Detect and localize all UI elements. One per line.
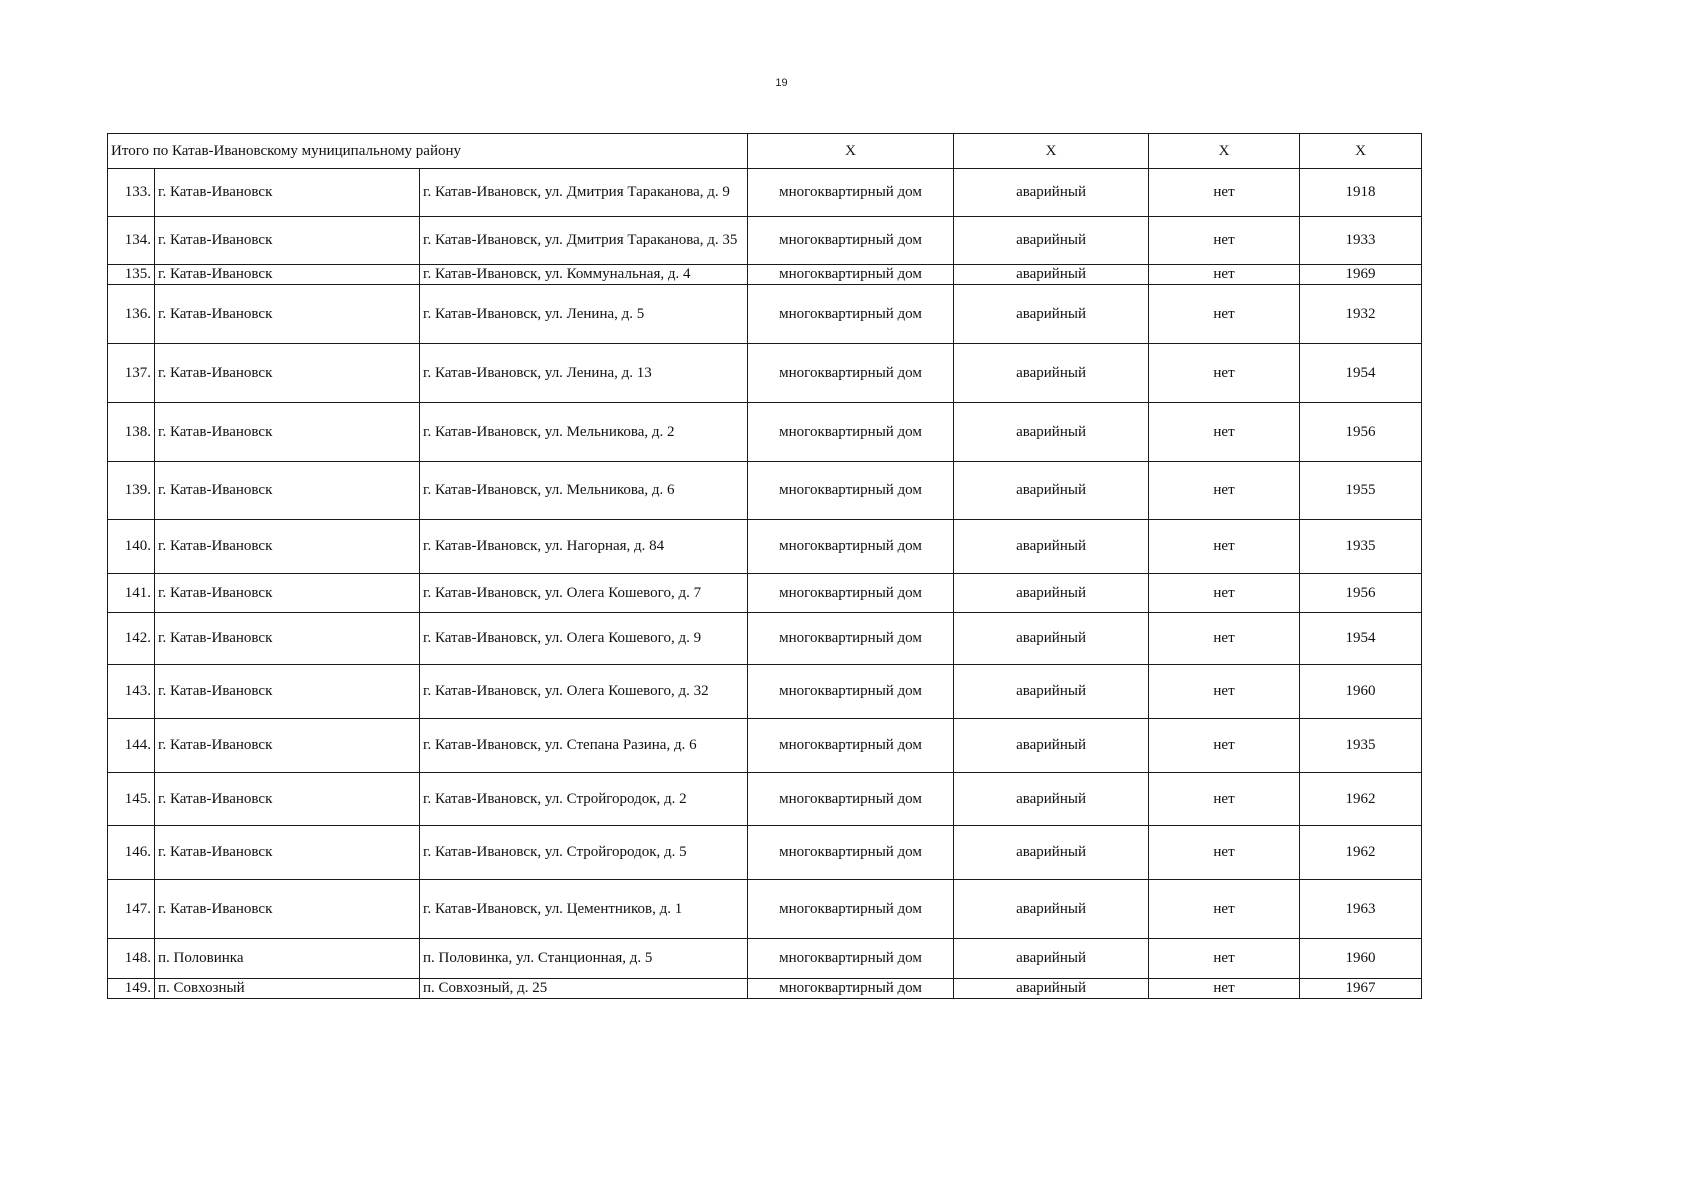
building-type-cell: многоквартирный дом <box>748 773 954 826</box>
flag-cell: нет <box>1149 344 1300 403</box>
condition-cell: аварийный <box>954 826 1149 880</box>
total-x-cell: X <box>1149 134 1300 169</box>
table-row <box>108 665 1422 719</box>
building-type-cell: многоквартирный дом <box>748 285 954 344</box>
settlement-cell: г. Катав-Ивановск <box>155 574 420 613</box>
settlement-cell: г. Катав-Ивановск <box>155 613 420 665</box>
total-label: Итого по Катав-Ивановскому муниципальному району <box>108 134 748 169</box>
address-cell: г. Катав-Ивановск, ул. Олега Кошевого, д. 7 <box>420 574 748 613</box>
flag-cell: нет <box>1149 826 1300 880</box>
building-type-cell: многоквартирный дом <box>748 613 954 665</box>
settlement-cell: г. Катав-Ивановск <box>155 520 420 574</box>
building-type-cell: многоквартирный дом <box>748 665 954 719</box>
total-x-cell: X <box>748 134 954 169</box>
year-built-cell: 1967 <box>1300 979 1422 999</box>
flag-cell: нет <box>1149 285 1300 344</box>
building-type-cell: многоквартирный дом <box>748 826 954 880</box>
housing-registry-table <box>107 133 1422 999</box>
flag-cell: нет <box>1149 520 1300 574</box>
settlement-cell: г. Катав-Ивановск <box>155 344 420 403</box>
table-row <box>108 880 1422 939</box>
row-number: 145. <box>108 773 155 826</box>
year-built-cell: 1935 <box>1300 520 1422 574</box>
table-row <box>108 265 1422 285</box>
address-cell: п. Половинка, ул. Станционная, д. 5 <box>420 939 748 979</box>
flag-cell: нет <box>1149 665 1300 719</box>
total-row <box>108 134 1422 169</box>
building-type-cell: многоквартирный дом <box>748 719 954 773</box>
row-number: 134. <box>108 217 155 265</box>
address-cell: г. Катав-Ивановск, ул. Ленина, д. 13 <box>420 344 748 403</box>
table-row <box>108 344 1422 403</box>
building-type-cell: многоквартирный дом <box>748 169 954 217</box>
year-built-cell: 1956 <box>1300 574 1422 613</box>
year-built-cell: 1962 <box>1300 773 1422 826</box>
row-number: 135. <box>108 265 155 285</box>
condition-cell: аварийный <box>954 520 1149 574</box>
table-row <box>108 169 1422 217</box>
settlement-cell: п. Половинка <box>155 939 420 979</box>
flag-cell: нет <box>1149 979 1300 999</box>
settlement-cell: г. Катав-Ивановск <box>155 265 420 285</box>
row-number: 140. <box>108 520 155 574</box>
table-row <box>108 939 1422 979</box>
settlement-cell: г. Катав-Ивановск <box>155 826 420 880</box>
building-type-cell: многоквартирный дом <box>748 344 954 403</box>
building-type-cell: многоквартирный дом <box>748 265 954 285</box>
row-number: 142. <box>108 613 155 665</box>
year-built-cell: 1960 <box>1300 939 1422 979</box>
flag-cell: нет <box>1149 462 1300 520</box>
condition-cell: аварийный <box>954 773 1149 826</box>
page-number: 19 <box>775 77 788 89</box>
row-number: 143. <box>108 665 155 719</box>
table-row <box>108 979 1422 999</box>
building-type-cell: многоквартирный дом <box>748 403 954 462</box>
condition-cell: аварийный <box>954 939 1149 979</box>
address-cell: г. Катав-Ивановск, ул. Олега Кошевого, д. 32 <box>420 665 748 719</box>
settlement-cell: г. Катав-Ивановск <box>155 217 420 265</box>
row-number: 147. <box>108 880 155 939</box>
condition-cell: аварийный <box>954 403 1149 462</box>
table-row <box>108 462 1422 520</box>
address-cell: г. Катав-Ивановск, ул. Дмитрия Тараканова, д. 9 <box>420 169 748 217</box>
year-built-cell: 1969 <box>1300 265 1422 285</box>
flag-cell: нет <box>1149 574 1300 613</box>
address-cell: г. Катав-Ивановск, ул. Стройгородок, д. 2 <box>420 773 748 826</box>
year-built-cell: 1954 <box>1300 613 1422 665</box>
row-number: 146. <box>108 826 155 880</box>
address-cell: г. Катав-Ивановск, ул. Стройгородок, д. 5 <box>420 826 748 880</box>
flag-cell: нет <box>1149 939 1300 979</box>
year-built-cell: 1932 <box>1300 285 1422 344</box>
address-cell: г. Катав-Ивановск, ул. Дмитрия Тараканова, д. 35 <box>420 217 748 265</box>
flag-cell: нет <box>1149 773 1300 826</box>
settlement-cell: г. Катав-Ивановск <box>155 880 420 939</box>
total-x-cell: X <box>1300 134 1422 169</box>
building-type-cell: многоквартирный дом <box>748 979 954 999</box>
condition-cell: аварийный <box>954 344 1149 403</box>
row-number: 139. <box>108 462 155 520</box>
table-row <box>108 719 1422 773</box>
condition-cell: аварийный <box>954 217 1149 265</box>
row-number: 149. <box>108 979 155 999</box>
table-row <box>108 285 1422 344</box>
settlement-cell: г. Катав-Ивановск <box>155 462 420 520</box>
year-built-cell: 1963 <box>1300 880 1422 939</box>
year-built-cell: 1918 <box>1300 169 1422 217</box>
address-cell: г. Катав-Ивановск, ул. Олега Кошевого, д. 9 <box>420 613 748 665</box>
condition-cell: аварийный <box>954 613 1149 665</box>
year-built-cell: 1935 <box>1300 719 1422 773</box>
settlement-cell: г. Катав-Ивановск <box>155 169 420 217</box>
flag-cell: нет <box>1149 265 1300 285</box>
year-built-cell: 1933 <box>1300 217 1422 265</box>
year-built-cell: 1962 <box>1300 826 1422 880</box>
row-number: 136. <box>108 285 155 344</box>
row-number: 138. <box>108 403 155 462</box>
building-type-cell: многоквартирный дом <box>748 574 954 613</box>
address-cell: п. Совхозный, д. 25 <box>420 979 748 999</box>
building-type-cell: многоквартирный дом <box>748 939 954 979</box>
condition-cell: аварийный <box>954 979 1149 999</box>
building-type-cell: многоквартирный дом <box>748 520 954 574</box>
row-number: 137. <box>108 344 155 403</box>
address-cell: г. Катав-Ивановск, ул. Нагорная, д. 84 <box>420 520 748 574</box>
building-type-cell: многоквартирный дом <box>748 217 954 265</box>
building-type-cell: многоквартирный дом <box>748 880 954 939</box>
year-built-cell: 1955 <box>1300 462 1422 520</box>
address-cell: г. Катав-Ивановск, ул. Коммунальная, д. 4 <box>420 265 748 285</box>
table-row <box>108 826 1422 880</box>
flag-cell: нет <box>1149 719 1300 773</box>
row-number: 148. <box>108 939 155 979</box>
row-number: 144. <box>108 719 155 773</box>
condition-cell: аварийный <box>954 665 1149 719</box>
condition-cell: аварийный <box>954 285 1149 344</box>
address-cell: г. Катав-Ивановск, ул. Мельникова, д. 2 <box>420 403 748 462</box>
table-row <box>108 403 1422 462</box>
table-row <box>108 520 1422 574</box>
flag-cell: нет <box>1149 880 1300 939</box>
address-cell: г. Катав-Ивановск, ул. Степана Разина, д. 6 <box>420 719 748 773</box>
settlement-cell: г. Катав-Ивановск <box>155 403 420 462</box>
condition-cell: аварийный <box>954 169 1149 217</box>
settlement-cell: г. Катав-Ивановск <box>155 773 420 826</box>
address-cell: г. Катав-Ивановск, ул. Ленина, д. 5 <box>420 285 748 344</box>
settlement-cell: г. Катав-Ивановск <box>155 719 420 773</box>
year-built-cell: 1960 <box>1300 665 1422 719</box>
total-x-cell: X <box>954 134 1149 169</box>
table-row <box>108 574 1422 613</box>
flag-cell: нет <box>1149 217 1300 265</box>
flag-cell: нет <box>1149 613 1300 665</box>
flag-cell: нет <box>1149 169 1300 217</box>
table-row <box>108 613 1422 665</box>
condition-cell: аварийный <box>954 719 1149 773</box>
building-type-cell: многоквартирный дом <box>748 462 954 520</box>
flag-cell: нет <box>1149 403 1300 462</box>
row-number: 133. <box>108 169 155 217</box>
row-number: 141. <box>108 574 155 613</box>
address-cell: г. Катав-Ивановск, ул. Цементников, д. 1 <box>420 880 748 939</box>
condition-cell: аварийный <box>954 265 1149 285</box>
settlement-cell: п. Совхозный <box>155 979 420 999</box>
settlement-cell: г. Катав-Ивановск <box>155 285 420 344</box>
condition-cell: аварийный <box>954 574 1149 613</box>
condition-cell: аварийный <box>954 462 1149 520</box>
table-row <box>108 217 1422 265</box>
condition-cell: аварийный <box>954 880 1149 939</box>
year-built-cell: 1954 <box>1300 344 1422 403</box>
address-cell: г. Катав-Ивановск, ул. Мельникова, д. 6 <box>420 462 748 520</box>
settlement-cell: г. Катав-Ивановск <box>155 665 420 719</box>
table-row <box>108 773 1422 826</box>
year-built-cell: 1956 <box>1300 403 1422 462</box>
